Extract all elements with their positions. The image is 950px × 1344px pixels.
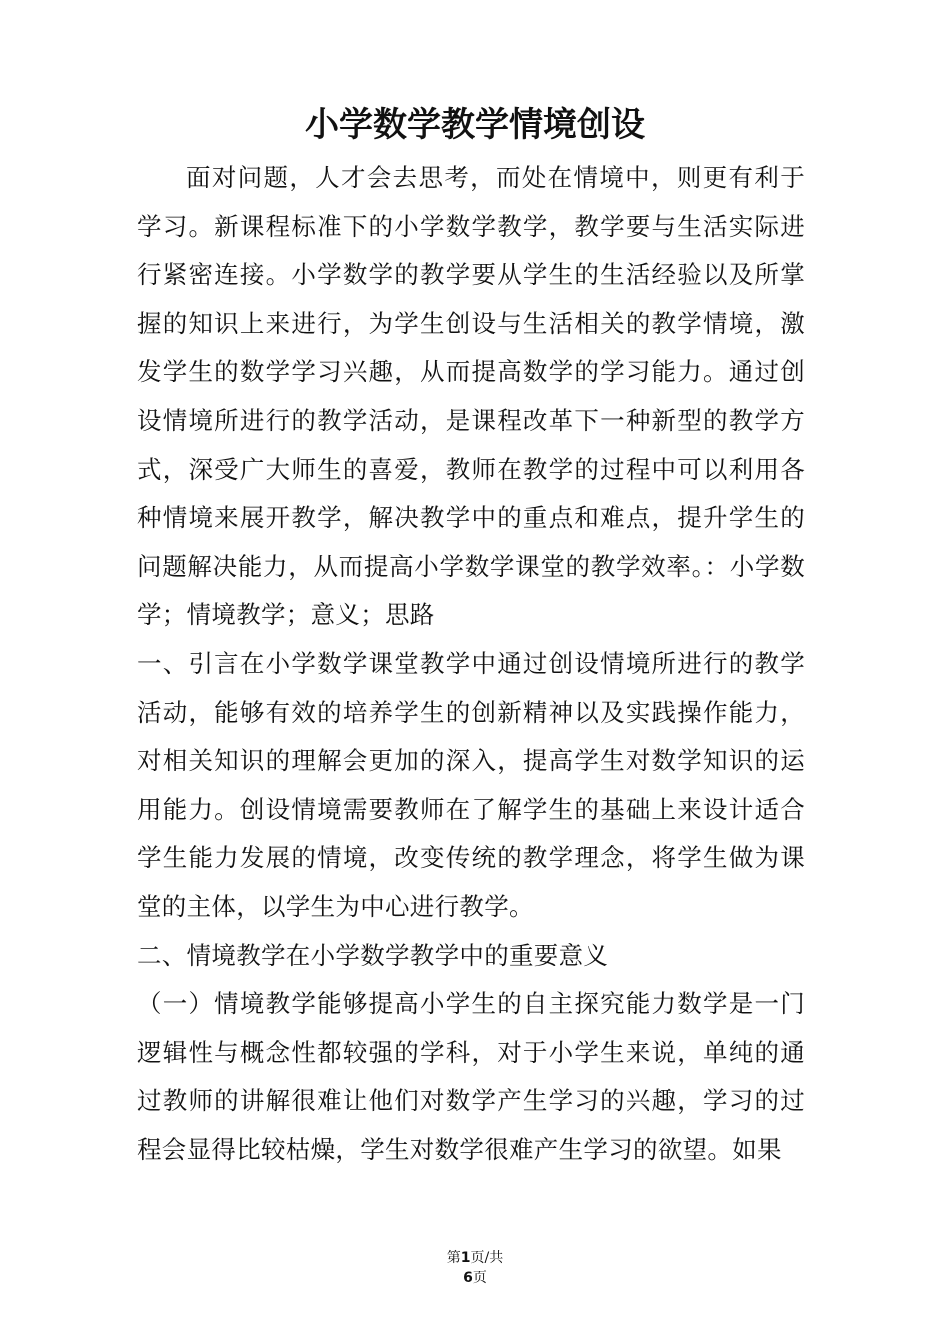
paragraph-introduction: 一、引言在小学数学课堂教学中通过创设情境所进行的教学活动，能够有效的培养学生的创新精神以及实践操作能力，对相关知识的理解会更加的深入，提高学生对数学知识的运用能力。创设情境需要教师在了解学生的基础上来设计适合学生能力发展的情境，改变传统的教学理念，将学生做为课堂的主体，以学生为中心进行教学。 (137, 648, 805, 921)
page-label-suffix: 页 (472, 1270, 487, 1286)
page-footer (0, 1248, 950, 1288)
page-counter-line-1 (0, 1248, 950, 1268)
page-label-prefix: 第 (446, 1250, 461, 1266)
paragraph-abstract: 面对问题，人才会去思考，而处在情境中，则更有利于学习。新课程标准下的小学数学教学，教学要与生活实际进行紧密连接。小学数学的教学要从学生的生活经验以及所掌握的知识上来进行，为学生创设与生活相关的教学情境，激发学生的数学学习兴趣，从而提高数学的学习能力。通过创设情境所进行的教学活动，是课程改革下一种新型的教学方式，深受广大师生的喜爱，教师在教学的过程中可以利用各种情境来展开教学，解决教学中的重点和难点，提升学生的问题解决能力，从而提高小学数学课堂的教学效率。：小学数学；情境教学；意义；思路 (137, 163, 805, 630)
document-title: 小学数学教学情境创设 (305, 105, 645, 145)
page-counter-line-2 (0, 1268, 950, 1288)
paragraph-subsection-one: （一）情境教学能够提高小学生的自主探究能力数学是一门逻辑性与概念性都较强的学科，对于小学生来说，单纯的通过教师的讲解很难让他们对数学产生学习的兴趣，学习的过程会显得比较枯燥，学生对数学很难产生学习的欲望。如果 (137, 989, 805, 1164)
section-heading-significance: 二、情境教学在小学数学教学中的重要意义 (137, 940, 609, 970)
current-page-number: 1 (460, 1250, 471, 1266)
page-label-middle: 页/共 (470, 1250, 504, 1266)
document-body (137, 154, 805, 1174)
total-page-number: 6 (463, 1270, 473, 1286)
